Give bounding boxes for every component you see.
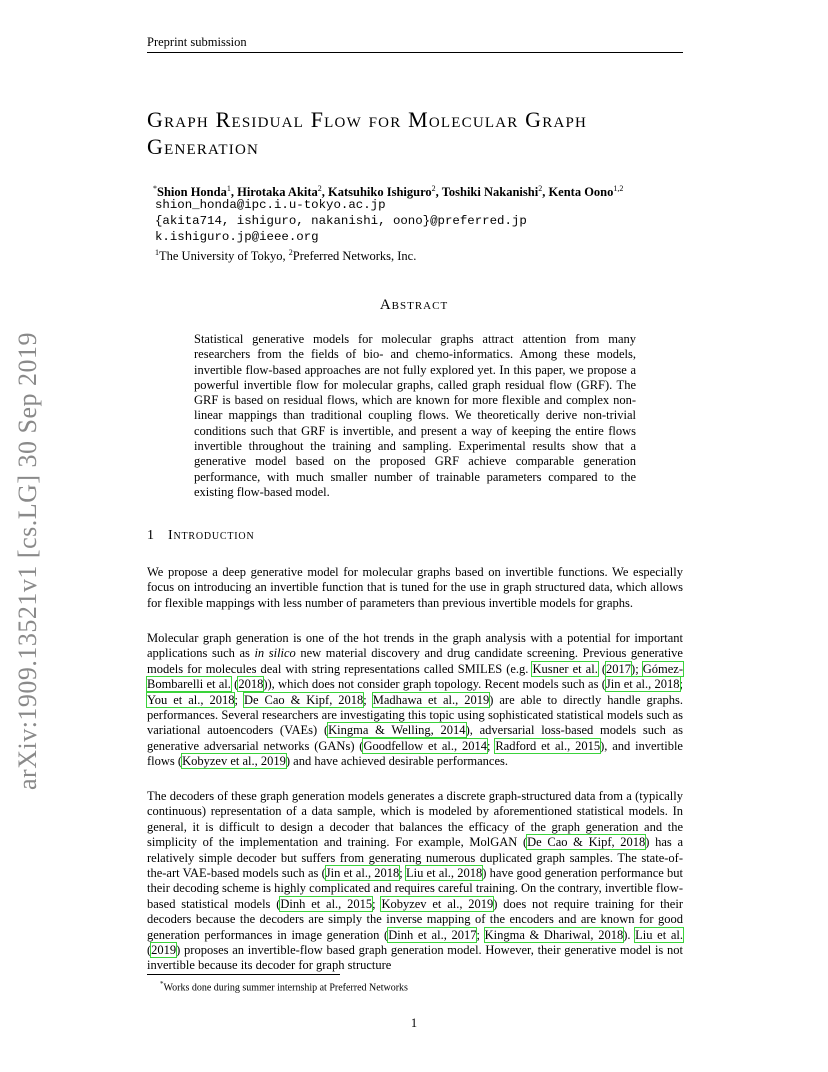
author-name: Kenta Oono — [548, 185, 614, 200]
citation-link[interactable]: Dinh et al., 2015 — [280, 896, 373, 911]
text-run: Molecular graph generation is one of the hot trends in the graph analysis with a potential for important applications such as — [147, 631, 683, 661]
text-run: ( — [597, 661, 607, 676]
footnote-text: Works done during summer internship at Preferred Networks — [163, 982, 408, 994]
citation-link[interactable]: Radford et al., 2015 — [495, 738, 601, 753]
citation-link[interactable]: Jin et al., 2018 — [605, 677, 680, 692]
abstract-heading: Abstract — [379, 297, 449, 313]
author-separator: , — [542, 185, 549, 200]
author-affil-mark: 2 — [538, 184, 543, 193]
author-affil-mark: 1 — [226, 184, 231, 193]
affil-mark: 1 — [155, 248, 159, 257]
text-run: ). — [623, 927, 636, 942]
text-run: new material discovery and drug candidate screening. Previous generative models for molecules deal with string representations called SMILES (e.g. — [147, 646, 683, 676]
running-header: Preprint submission — [147, 35, 247, 49]
author-affil-mark: 2 — [317, 184, 322, 193]
author-name: Hirotaka Akita — [237, 185, 318, 200]
citation-link[interactable]: Kingma & Welling, 2014 — [328, 723, 466, 738]
page-number: 1 — [410, 1016, 418, 1030]
citation-link[interactable]: Jin et al., 2018 — [325, 866, 400, 881]
text-run: ; — [372, 896, 382, 911]
text-run: ; — [679, 677, 683, 692]
author-email: shion_honda@ipc.i.u-tokyo.ac.jp — [155, 198, 386, 212]
author-separator: , — [321, 185, 329, 200]
citation-link[interactable]: Liu et al. — [635, 927, 684, 942]
text-run: ; — [476, 927, 485, 942]
author-name: Shion Honda — [157, 185, 227, 200]
paragraph: We propose a deep generative model for molecular graphs based on invertible functions. We especially focus on introducing an invertible function that is tuned for the use in graph structured data, which allows for flexible mappings with less number of parameters than previous invertible models for graphs. — [147, 565, 683, 610]
citation-link[interactable]: Madhawa et al., 2019 — [372, 692, 490, 707]
citation-link[interactable]: Gómez-Bombarelli et al. — [147, 661, 683, 692]
text-run: ( — [147, 943, 152, 958]
citation-link[interactable]: Liu et al., 2018 — [405, 866, 483, 881]
text-run: ) does not require training for their decoders because the decoders are simply the inverse mapping of the encoders and are known for good generation performances in image generation ( — [147, 896, 683, 942]
citation-link[interactable]: Goodfellow et al., 2014 — [363, 738, 487, 753]
citation-link[interactable]: You et al., 2018 — [147, 692, 235, 707]
text-run: ) have good generation performance but their decoding scheme is highly complicated and requires careful training. On the contrary, invertible flow-based statistical models ( — [147, 866, 683, 911]
section-title: Introduction — [168, 528, 255, 543]
citation-link[interactable]: Kobyzev et al., 2019 — [182, 754, 286, 769]
affiliation: Preferred Networks, Inc. — [292, 249, 417, 264]
citation-link[interactable]: Kobyzev et al., 2019 — [381, 896, 494, 911]
author-email: k.ishiguro.jp@ieee.org — [155, 230, 319, 244]
citation-link[interactable]: Kingma & Dhariwal, 2018 — [484, 927, 624, 942]
affiliations — [155, 245, 416, 264]
citation-link[interactable]: 2017 — [606, 661, 632, 676]
emphasis: in silico — [254, 646, 296, 661]
title-line-2: Generation — [147, 134, 260, 159]
citation-link[interactable]: Kusner et al. — [532, 661, 598, 676]
text-run: ; — [234, 692, 244, 707]
author-email: {akita714, ishiguro, nakanishi, oono}@preferred.jp — [155, 214, 527, 228]
section-heading — [147, 528, 254, 544]
citation-link[interactable]: Dinh et al., 2017 — [388, 927, 477, 942]
citation-link[interactable]: De Cao & Kipf, 2018 — [243, 692, 364, 707]
abstract-text: Statistical generative models for molecular graphs attract attention from many researchers from the fields of bio- and chemo-informatics. Among these models, invertible flow-based approaches are not fully explored yet. In this paper, we propose a powerful invertible flow for molecular graphs, called graph residual flow (GRF). The GRF is based on residual flows, which are known for more flexible and complex non-linear mappings than traditional coupling flows. We theoretically derive non-trivial conditions such that GRF is invertible, and present a way of keeping the entire flows invertible throughout the training and sampling. Experimental results show that a generative model based on the proposed GRF achieve comparable generation performance, with much smaller number of trainable parameters compared to the existing flow-based model. — [194, 332, 636, 499]
paragraph — [147, 789, 683, 974]
footnote-mark: * — [160, 980, 164, 988]
text-run: The decoders of these graph generation models generates a discrete graph-structured data from a (typically continuous) representation of a data sample, which is modeled by aforementioned statistical models. In general, it is difficult to design a decoder that balances the efficacy of the graph generation and the simplicity of the implementation and training. For example, MolGAN ( — [147, 789, 683, 850]
header-rule — [147, 52, 683, 53]
text-run: ; — [487, 738, 496, 753]
author-affil-mark: 1,2 — [613, 184, 624, 193]
affiliation: The University of Tokyo, — [159, 249, 289, 264]
text-run: ) proposes an invertible-flow based graph generation model. However, their generative model is not invertible because its decoder for graph structure — [147, 943, 683, 973]
author-affil-mark: 2 — [431, 184, 436, 193]
author-separator: , — [435, 185, 442, 200]
text-run: ( — [230, 677, 239, 692]
text-run: ), and invertible flows ( — [147, 738, 683, 769]
text-run: ; — [399, 866, 406, 881]
text-run: ), adversarial loss-based models such as generative adversarial networks (GANs) ( — [147, 723, 683, 753]
citation-link[interactable]: De Cao & Kipf, 2018 — [527, 835, 646, 850]
paragraph — [147, 631, 683, 770]
title-line-1: Graph Residual Flow for Molecular Graph — [147, 107, 588, 132]
citation-link[interactable]: 2019 — [151, 943, 177, 958]
author-name: Toshiki Nakanishi — [441, 185, 539, 200]
paper-title — [147, 106, 687, 160]
text-run: ); — [631, 661, 643, 676]
text-run: ; — [363, 692, 373, 707]
section-number: 1 — [147, 528, 154, 543]
author-footnote-mark: * — [153, 184, 157, 193]
citation-link[interactable]: 2018 — [238, 677, 264, 692]
author-name: Katsuhiko Ishiguro — [328, 185, 432, 200]
affil-mark: 2 — [288, 248, 293, 257]
arxiv-identifier-stamp: arXiv:1909.13521v1 [cs.LG] 30 Sep 2019 — [13, 331, 42, 790]
text-run: ) and have achieved desirable performances. — [285, 754, 508, 769]
footnote-rule — [147, 974, 340, 975]
text-run: )), which does not consider graph topology. Recent models such as ( — [263, 677, 606, 692]
text-run: ) are able to directly handle graphs. performances. Several researchers are investigating this topic using sophisticated statistical models such as variational autoencoders (VAEs) ( — [147, 692, 683, 738]
text-run: ) has a relatively simple decoder but suffers from generating numerous duplicated graph samples. The state-of-the-art VAE-based models such as ( — [147, 835, 683, 881]
footnote — [160, 978, 408, 994]
author-separator: , — [230, 185, 238, 200]
